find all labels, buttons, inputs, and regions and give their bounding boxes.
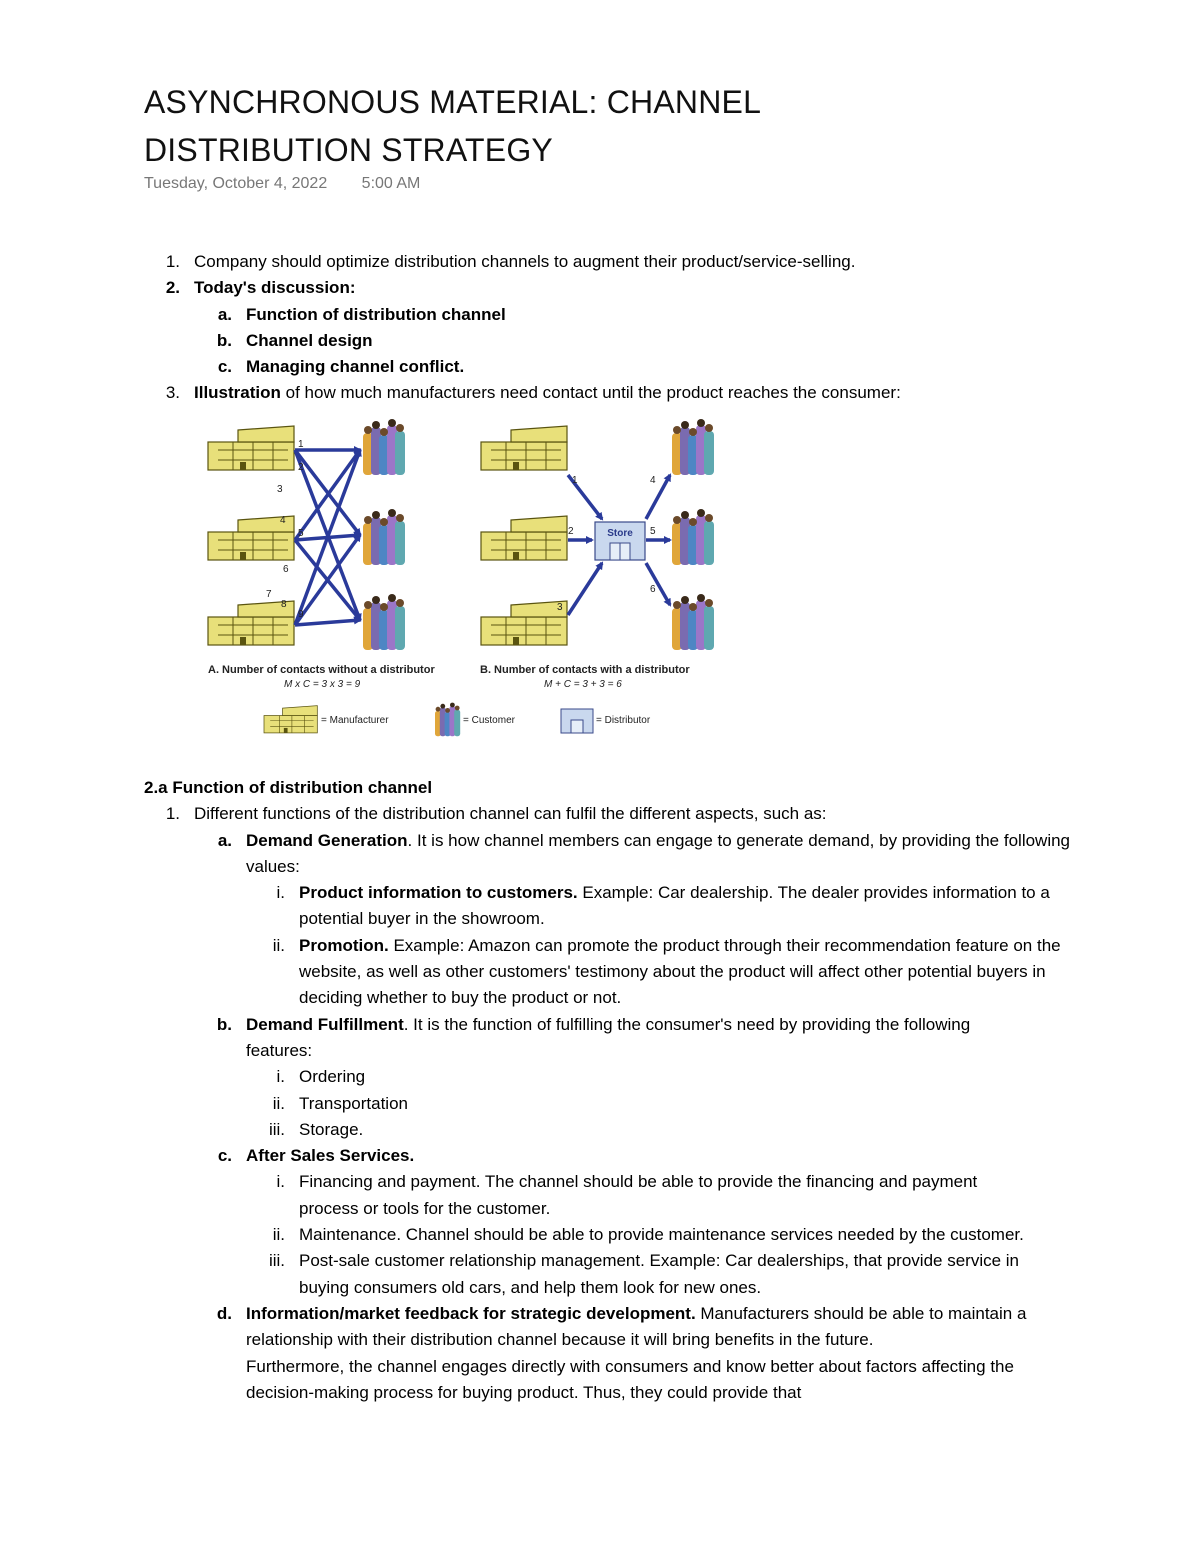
number-a9: 9 [298,609,304,620]
formula-a: M x C = 3 x 3 = 9 [284,679,361,690]
page-meta [144,175,420,193]
number-a6: 6 [283,564,289,575]
manufacturer-b2 [481,516,567,560]
manufacturer-b1 [481,426,567,470]
page-time: 5:00 AM [361,175,421,192]
caption-a: A. Number of contacts without a distributor [208,664,435,676]
list-item: iii. Post-sale customer relationship management. Example: Car dealerships, that provide service in buying consumers old cars, and help them look for new ones. [0,1248,1100,1301]
list-item: b. Demand Fulfillment. It is the function of fulfilling the consumer's need by providing the following features: [0,1012,1100,1065]
list-item: i. Financing and payment. The channel should be able to provide the financing and payment process or tools for the customer. [0,1169,1100,1222]
section-item-a-ii: Promotion. Example: Amazon can promote the product through their recommendation feature on the website, as well as other customers' testimony about the product will affect other potential buyers in deciding whether to buy the product or not. [299,935,1061,1008]
number-b5: 5 [650,526,656,537]
section-item-b-i: Ordering [299,1067,366,1087]
intro-item-3: Illustration of how much manufacturers need contact until the product reaches the consumer: [194,383,901,403]
list-item: ii. Maintenance. Channel should be able to provide maintenance services needed by the customer. [0,1222,1100,1248]
customer-b2 [672,509,714,565]
section-item-b: Demand Fulfillment. It is the function of fulfilling the consumer's need by providing the following features: [246,1014,971,1060]
list-item: 3. Illustration of how much manufacturers need contact until the product reaches the consumer: [0,380,1100,406]
list-item: b. Channel design [0,328,1100,354]
legend-customer: = Customer [463,715,515,726]
number-b6: 6 [650,584,656,595]
intro-item-2b: Channel design [246,330,373,350]
number-a2: 2 [298,462,304,473]
section-item-c: After Sales Services. [246,1146,415,1166]
number-b3: 3 [557,602,563,613]
manufacturer-a1 [208,426,294,470]
list-item: a. Demand Generation. It is how channel members can engage to generate demand, by providing the following values: [0,828,1100,881]
section-item-c-ii: Maintenance. Channel should be able to provide maintenance services needed by the customer. [299,1225,1024,1245]
title-line-2: DISTRIBUTION STRATEGY [144,132,553,168]
number-a5: 5 [298,528,304,539]
section-paragraph-d: Furthermore, the channel engages directly with consumers and know better about factors affecting the decision-making process for buying product. Thus, they could provide that [246,1356,1014,1402]
legend-distributor-icon [561,709,593,733]
section-2a [0,775,1100,1406]
section-item-c-iii: Post-sale customer relationship management. Example: Car dealerships, that provide service in buying consumers old cars, and help them look for new ones. [299,1251,1020,1297]
number-a4: 4 [280,515,286,526]
page-date: Tuesday, October 4, 2022 [144,175,328,192]
section-item-b-iii: Storage. [299,1119,364,1139]
number-a3: 3 [277,484,283,495]
formula-b: M + C = 3 + 3 = 6 [544,679,622,690]
number-b2: 2 [568,526,574,537]
legend-manufacturer-icon [264,706,317,733]
section-heading: 2.a Function of distribution channel [144,778,433,797]
list-item: 1. Company should optimize distribution channels to augment their product/service-selling. [0,249,1100,275]
list-item: iii. Storage. [0,1117,1100,1143]
intro-item-2c: Managing channel conflict. [246,357,465,377]
intro-item-2: Today's discussion: [194,278,356,298]
section-item-d: Information/market feedback for strategic development. Manufacturers should be able to maintain a relationship with their distribution channel because it will bring benefits in the future. [246,1303,1027,1350]
number-b4: 4 [650,475,656,486]
list-item: ii. Promotion. Example: Amazon can promote the product through their recommendation feature on the website, as well as other customers' testimony about the product will affect other potential buyers in deciding whether to buy the product or not. [0,933,1100,1012]
store-label: Store [607,528,633,539]
intro-item-1: Company should optimize distribution channels to augment their product/service-selling. [194,252,856,271]
list-item: ii. Transportation [0,1091,1100,1117]
list-item: c. Managing channel conflict. [0,354,1100,380]
list-item: 2. Today's discussion: [0,275,1100,301]
legend-customer-icon [435,703,460,737]
section-item-1: Different functions of the distribution channel can fulfil the different aspects, such as: [194,804,827,824]
title-line-1: ASYNCHRONOUS MATERIAL: CHANNEL [144,84,762,120]
list-item: i. Ordering [0,1064,1100,1090]
list-item: a. Function of distribution channel [0,302,1100,328]
list-item: i. Product information to customers. Example: Car dealership. The dealer provides information to a potential buyer in the showroom. [0,880,1100,933]
number-a1: 1 [298,439,304,450]
caption-b: B. Number of contacts with a distributor [480,664,690,676]
section-item-a-i: Product information to customers. Example: Car dealership. The dealer provides information to a potential buyer in the showroom. [299,883,1050,929]
list-item: c. After Sales Services. [0,1143,1100,1169]
intro-item-2a: Function of distribution channel [246,304,506,324]
list-item: 1. Different functions of the distribution channel can fulfil the different aspects, such as: [0,801,1100,827]
page-title [144,78,761,174]
customer-b1 [672,419,714,475]
customer-b3 [672,594,714,650]
customer-a3 [363,594,405,650]
arrows-a [295,450,360,625]
distribution-diagram [200,415,730,740]
section-item-a: Demand Generation. It is how channel members can engage to generate demand, by providing the following values: [246,830,1071,876]
intro-list [0,249,1100,407]
legend-distributor: = Distributor [596,715,651,726]
store-distributor [595,522,645,560]
number-b1: 1 [572,475,578,486]
customer-a1 [363,419,405,475]
legend-manufacturer: = Manufacturer [321,715,389,726]
section-item-c-i: Financing and payment. The channel should be able to provide the financing and payment process or tools for the customer. [299,1172,978,1218]
list-item: d. Information/market feedback for strategic development. Manufacturers should be able to maintain a relationship with their distribution channel because it will bring benefits in the future. [0,1301,1100,1354]
legend [264,703,651,737]
section-item-b-ii: Transportation [299,1093,408,1113]
number-a8: 8 [281,599,287,610]
number-a7: 7 [266,589,272,600]
customer-a2 [363,509,405,565]
manufacturer-b3 [481,601,567,645]
